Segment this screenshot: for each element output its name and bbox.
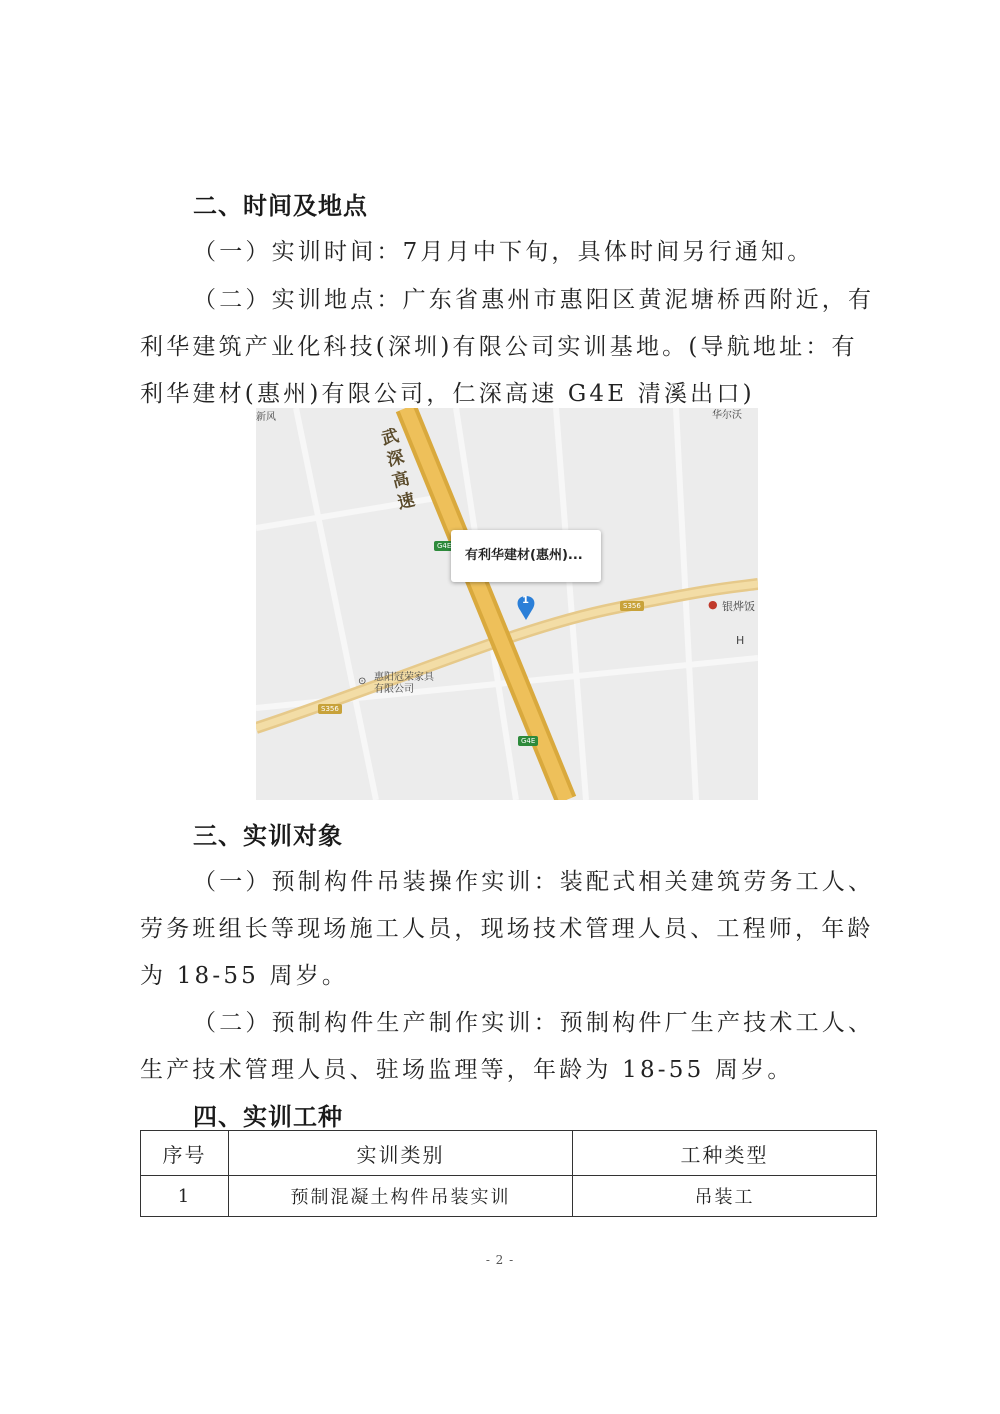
- g4e-shield-upper: G4E: [434, 541, 454, 551]
- poi-furniture-label-2: 有限公司: [374, 684, 414, 695]
- poi-furniture-icon: ⊙: [358, 676, 367, 687]
- s356-shield-left: S356: [318, 704, 342, 714]
- map-label-top-left: 新风: [256, 412, 276, 423]
- table-header-cell: 工种类型: [573, 1131, 877, 1176]
- poi-right-label: H: [736, 634, 745, 647]
- target-line-2: 劳务班组长等现场施工人员，现场技术管理人员、工程师，年龄: [140, 916, 874, 942]
- target-line-3: 为 18-55 周岁。: [140, 963, 349, 989]
- training-time-line: （一）实训时间：7月月中下旬，具体时间另行通知。: [193, 239, 814, 265]
- target-line-4: （二）预制构件生产制作实训：预制构件厂生产技术工人、: [193, 1010, 875, 1036]
- table-cell: 1: [141, 1176, 229, 1217]
- table-header-cell: 序号: [141, 1131, 229, 1176]
- training-location-line-2: 利华建筑产业化科技(深圳)有限公司实训基地。(导航地址：有: [140, 334, 858, 360]
- poi-restaurant-label: 银烨饭: [722, 600, 755, 613]
- job-types-table: [140, 1130, 877, 1217]
- expressway-name: 武深高速: [379, 426, 417, 514]
- section-4-heading: 四、实训工种: [193, 1103, 343, 1131]
- table-cell: 吊装工: [573, 1176, 877, 1217]
- map-label-top-right: 华尔沃: [712, 410, 742, 421]
- table-row: [141, 1176, 877, 1217]
- location-map: [256, 408, 758, 800]
- training-location-line-1: （二）实训地点：广东省惠州市惠阳区黄泥塘桥西附近，有: [193, 287, 875, 313]
- map-marker-number[interactable]: 1: [522, 595, 529, 606]
- section-3-heading: 三、实训对象: [193, 822, 343, 850]
- poi-furniture-label-1: 惠阳冠荣家具: [374, 672, 434, 683]
- section-2-heading: 二、时间及地点: [193, 192, 368, 220]
- table-cell: 预制混凝土构件吊装实训: [229, 1176, 573, 1217]
- target-line-1: （一）预制构件吊装操作实训：装配式相关建筑劳务工人、: [193, 869, 875, 895]
- map-info-popup[interactable]: [451, 530, 601, 582]
- table-header-cell: 实训类别: [229, 1131, 573, 1176]
- g4e-shield-lower: G4E: [518, 736, 538, 746]
- training-location-line-3: 利华建材(惠州)有限公司，仁深高速 G4E 清溪出口): [140, 381, 755, 407]
- poi-restaurant-icon: ●: [708, 598, 718, 611]
- s356-shield-right: S356: [620, 601, 644, 611]
- popup-title: 有利华建材(惠州)...: [465, 548, 583, 563]
- target-line-5: 生产技术管理人员、驻场监理等，年龄为 18-55 周岁。: [140, 1057, 794, 1083]
- map-roads: [256, 408, 758, 800]
- table-header-row: [141, 1131, 877, 1176]
- page-number: - 2 -: [485, 1253, 515, 1267]
